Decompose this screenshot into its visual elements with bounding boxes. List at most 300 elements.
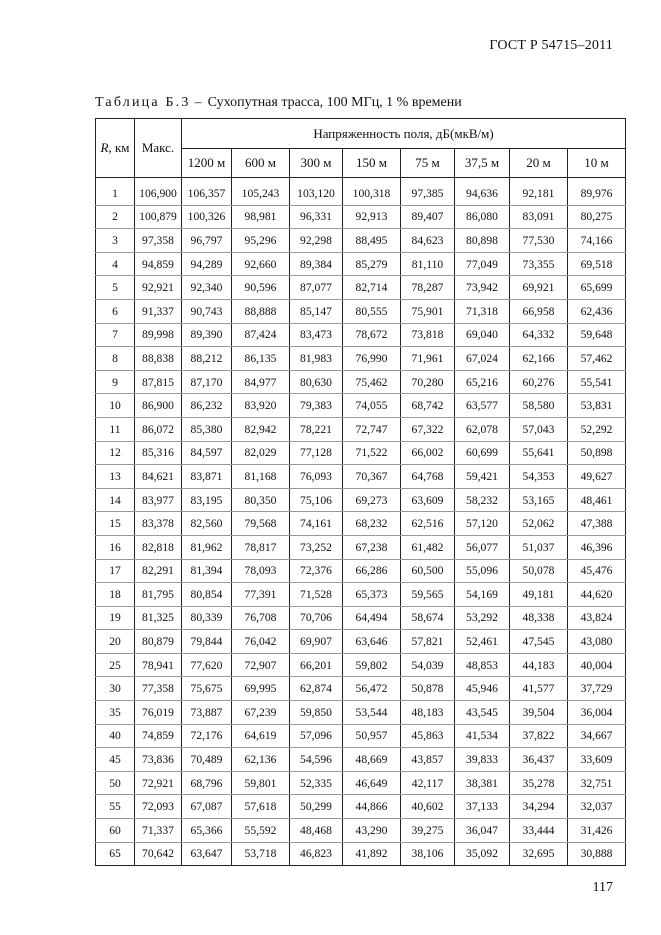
- table-cell: 89,998: [135, 323, 182, 347]
- table-cell: 71,522: [343, 441, 401, 465]
- table-cell: 82,291: [135, 559, 182, 583]
- table-cell: 39,833: [455, 748, 510, 772]
- table-cell: 48,468: [290, 819, 343, 843]
- table-row: [96, 276, 626, 300]
- table-cell: 59,850: [290, 701, 343, 725]
- table-cell: 52,335: [290, 771, 343, 795]
- row-distance-cell: 30: [96, 677, 135, 701]
- table-row: [96, 323, 626, 347]
- table-row: [96, 795, 626, 819]
- table-cell: 57,120: [455, 512, 510, 536]
- table-cell: 36,047: [455, 819, 510, 843]
- table-cell: 47,388: [568, 512, 626, 536]
- table-cell: 72,376: [290, 559, 343, 583]
- table-row: [96, 417, 626, 441]
- table-body: [96, 178, 626, 866]
- table-cell: 67,322: [401, 417, 455, 441]
- table-cell: 57,043: [510, 417, 568, 441]
- table-cell: 59,802: [343, 653, 401, 677]
- table-cell: 55,592: [232, 819, 290, 843]
- table-cell: 78,941: [135, 653, 182, 677]
- table-cell: 86,080: [455, 205, 510, 229]
- table-cell: 69,995: [232, 677, 290, 701]
- table-cell: 80,339: [182, 606, 232, 630]
- table-cell: 60,500: [401, 559, 455, 583]
- table-cell: 73,252: [290, 535, 343, 559]
- table-cell: 86,072: [135, 417, 182, 441]
- table-row: [96, 701, 626, 725]
- table-cell: 84,977: [232, 370, 290, 394]
- table-cell: 65,699: [568, 276, 626, 300]
- table-cell: 53,165: [510, 488, 568, 512]
- column-header-distance: 37,5 м: [455, 149, 510, 178]
- table-cell: 80,350: [232, 488, 290, 512]
- table-cell: 82,818: [135, 535, 182, 559]
- table-cell: 49,181: [510, 583, 568, 607]
- table-cell: 63,577: [455, 394, 510, 418]
- table-cell: 70,642: [135, 842, 182, 866]
- table-cell: 83,473: [290, 323, 343, 347]
- table-cell: 65,373: [343, 583, 401, 607]
- table-cell: 40,602: [401, 795, 455, 819]
- table-cell: 79,844: [182, 630, 232, 654]
- table-cell: 52,292: [568, 417, 626, 441]
- table-cell: 41,534: [455, 724, 510, 748]
- table-cell: 86,135: [232, 347, 290, 371]
- table-cell: 43,080: [568, 630, 626, 654]
- table-cell: 62,078: [455, 417, 510, 441]
- table-cell: 35,092: [455, 842, 510, 866]
- table-cell: 72,093: [135, 795, 182, 819]
- table-row: [96, 370, 626, 394]
- table-cell: 86,900: [135, 394, 182, 418]
- table-caption-dash: –: [194, 95, 202, 110]
- column-header-distance-r: R, км: [96, 119, 135, 178]
- table-row: [96, 299, 626, 323]
- row-distance-cell: 60: [96, 819, 135, 843]
- table-cell: 81,983: [290, 347, 343, 371]
- table-cell: 46,823: [290, 842, 343, 866]
- table-cell: 97,385: [401, 178, 455, 206]
- table-cell: 69,040: [455, 323, 510, 347]
- table-cell: 70,367: [343, 465, 401, 489]
- column-header-distance: 150 м: [343, 149, 401, 178]
- table-cell: 53,544: [343, 701, 401, 725]
- table-cell: 73,887: [182, 701, 232, 725]
- table-cell: 92,913: [343, 205, 401, 229]
- table-row: [96, 347, 626, 371]
- table-cell: 105,243: [232, 178, 290, 206]
- table-cell: 76,042: [232, 630, 290, 654]
- table-row: [96, 677, 626, 701]
- table-cell: 48,461: [568, 488, 626, 512]
- table-cell: 66,286: [343, 559, 401, 583]
- table-cell: 82,560: [182, 512, 232, 536]
- table-cell: 45,946: [455, 677, 510, 701]
- table-row: [96, 559, 626, 583]
- table-cell: 53,292: [455, 606, 510, 630]
- table-cell: 55,541: [568, 370, 626, 394]
- row-distance-cell: 45: [96, 748, 135, 772]
- table-cell: 84,597: [182, 441, 232, 465]
- table-cell: 97,358: [135, 229, 182, 253]
- table-cell: 89,390: [182, 323, 232, 347]
- table-cell: 100,326: [182, 205, 232, 229]
- row-distance-cell: 13: [96, 465, 135, 489]
- table-cell: 80,879: [135, 630, 182, 654]
- table-cell: 100,879: [135, 205, 182, 229]
- table-cell: 73,836: [135, 748, 182, 772]
- table-cell: 74,161: [290, 512, 343, 536]
- table-cell: 84,623: [401, 229, 455, 253]
- table-cell: 52,062: [510, 512, 568, 536]
- table-cell: 53,831: [568, 394, 626, 418]
- table-cell: 70,280: [401, 370, 455, 394]
- table-cell: 45,476: [568, 559, 626, 583]
- table-cell: 35,278: [510, 771, 568, 795]
- table-cell: 78,093: [232, 559, 290, 583]
- table-cell: 76,019: [135, 701, 182, 725]
- table-caption-label: Таблица Б.3: [95, 95, 191, 110]
- table-cell: 54,596: [290, 748, 343, 772]
- table-cell: 94,859: [135, 252, 182, 276]
- table-cell: 34,294: [510, 795, 568, 819]
- column-header-distance: 300 м: [290, 149, 343, 178]
- table-cell: 88,838: [135, 347, 182, 371]
- table-cell: 41,892: [343, 842, 401, 866]
- row-distance-cell: 35: [96, 701, 135, 725]
- table-cell: 76,708: [232, 606, 290, 630]
- table-cell: 58,674: [401, 606, 455, 630]
- table-cell: 64,494: [343, 606, 401, 630]
- table-cell: 43,824: [568, 606, 626, 630]
- table-cell: 94,289: [182, 252, 232, 276]
- table-cell: 72,921: [135, 771, 182, 795]
- table-cell: 87,815: [135, 370, 182, 394]
- table-cell: 96,797: [182, 229, 232, 253]
- table-cell: 62,136: [232, 748, 290, 772]
- table-cell: 67,238: [343, 535, 401, 559]
- table-cell: 75,901: [401, 299, 455, 323]
- table-cell: 89,384: [290, 252, 343, 276]
- table-cell: 57,821: [401, 630, 455, 654]
- table-cell: 71,528: [290, 583, 343, 607]
- table-cell: 83,920: [232, 394, 290, 418]
- table-cell: 62,874: [290, 677, 343, 701]
- table-cell: 75,675: [182, 677, 232, 701]
- table-cell: 43,545: [455, 701, 510, 725]
- table-header: [96, 119, 626, 178]
- table-cell: 66,002: [401, 441, 455, 465]
- table-cell: 89,407: [401, 205, 455, 229]
- table-cell: 68,742: [401, 394, 455, 418]
- table-cell: 80,630: [290, 370, 343, 394]
- table-cell: 58,580: [510, 394, 568, 418]
- table-cell: 83,091: [510, 205, 568, 229]
- table-cell: 52,461: [455, 630, 510, 654]
- field-strength-table: [95, 118, 626, 866]
- table-cell: 92,340: [182, 276, 232, 300]
- table-cell: 59,801: [232, 771, 290, 795]
- column-header-distance: 10 м: [568, 149, 626, 178]
- table-cell: 80,555: [343, 299, 401, 323]
- row-distance-cell: 40: [96, 724, 135, 748]
- table-cell: 69,921: [510, 276, 568, 300]
- table-cell: 81,168: [232, 465, 290, 489]
- table-cell: 76,990: [343, 347, 401, 371]
- table-cell: 54,039: [401, 653, 455, 677]
- table-cell: 33,444: [510, 819, 568, 843]
- table-row: [96, 819, 626, 843]
- table-cell: 74,055: [343, 394, 401, 418]
- table-cell: 69,273: [343, 488, 401, 512]
- table-cell: 48,669: [343, 748, 401, 772]
- row-distance-cell: 11: [96, 417, 135, 441]
- table-cell: 48,183: [401, 701, 455, 725]
- table-row: [96, 441, 626, 465]
- column-header-distance: 1200 м: [182, 149, 232, 178]
- table-cell: 67,024: [455, 347, 510, 371]
- table-cell: 34,667: [568, 724, 626, 748]
- table-cell: 80,898: [455, 229, 510, 253]
- table-row: [96, 748, 626, 772]
- row-distance-cell: 2: [96, 205, 135, 229]
- row-distance-cell: 25: [96, 653, 135, 677]
- page-number: 117: [592, 880, 613, 895]
- table-cell: 36,004: [568, 701, 626, 725]
- table-cell: 86,232: [182, 394, 232, 418]
- row-distance-cell: 18: [96, 583, 135, 607]
- table-cell: 77,358: [135, 677, 182, 701]
- table-cell: 62,166: [510, 347, 568, 371]
- table-cell: 100,318: [343, 178, 401, 206]
- table-cell: 77,530: [510, 229, 568, 253]
- table-cell: 32,037: [568, 795, 626, 819]
- table-cell: 81,325: [135, 606, 182, 630]
- table-cell: 39,275: [401, 819, 455, 843]
- table-cell: 78,817: [232, 535, 290, 559]
- table-cell: 87,170: [182, 370, 232, 394]
- table-cell: 50,299: [290, 795, 343, 819]
- table-cell: 103,120: [290, 178, 343, 206]
- table-cell: 88,495: [343, 229, 401, 253]
- table-cell: 80,275: [568, 205, 626, 229]
- table-row: [96, 653, 626, 677]
- row-distance-cell: 7: [96, 323, 135, 347]
- row-distance-cell: 15: [96, 512, 135, 536]
- table-cell: 77,049: [455, 252, 510, 276]
- table-cell: 64,619: [232, 724, 290, 748]
- table-cell: 62,436: [568, 299, 626, 323]
- table-cell: 83,195: [182, 488, 232, 512]
- column-header-distance: 600 м: [232, 149, 290, 178]
- table-cell: 37,729: [568, 677, 626, 701]
- table-cell: 89,976: [568, 178, 626, 206]
- table-cell: 79,568: [232, 512, 290, 536]
- table-cell: 74,859: [135, 724, 182, 748]
- table-row: [96, 771, 626, 795]
- table-cell: 78,221: [290, 417, 343, 441]
- table-cell: 73,818: [401, 323, 455, 347]
- table-cell: 50,078: [510, 559, 568, 583]
- table-cell: 51,037: [510, 535, 568, 559]
- table-cell: 71,337: [135, 819, 182, 843]
- table-cell: 44,620: [568, 583, 626, 607]
- table-cell: 44,866: [343, 795, 401, 819]
- table-row: [96, 724, 626, 748]
- table-cell: 50,957: [343, 724, 401, 748]
- table-cell: 92,181: [510, 178, 568, 206]
- table-cell: 55,641: [510, 441, 568, 465]
- table-cell: 48,853: [455, 653, 510, 677]
- row-distance-cell: 55: [96, 795, 135, 819]
- table-cell: 77,128: [290, 441, 343, 465]
- row-distance-cell: 20: [96, 630, 135, 654]
- table-cell: 70,489: [182, 748, 232, 772]
- table-row: [96, 535, 626, 559]
- table-cell: 68,232: [343, 512, 401, 536]
- table-row: [96, 606, 626, 630]
- table-cell: 69,518: [568, 252, 626, 276]
- table-cell: 94,636: [455, 178, 510, 206]
- table-cell: 59,648: [568, 323, 626, 347]
- row-distance-cell: 4: [96, 252, 135, 276]
- table-cell: 60,276: [510, 370, 568, 394]
- table-cell: 63,647: [182, 842, 232, 866]
- table-cell: 70,706: [290, 606, 343, 630]
- document-header: ГОСТ Р 54715–2011: [489, 38, 613, 53]
- table-cell: 68,796: [182, 771, 232, 795]
- table-cell: 78,672: [343, 323, 401, 347]
- table-cell: 69,907: [290, 630, 343, 654]
- table-cell: 62,516: [401, 512, 455, 536]
- table-cell: 57,618: [232, 795, 290, 819]
- row-distance-cell: 12: [96, 441, 135, 465]
- table-cell: 82,714: [343, 276, 401, 300]
- table-cell: 63,609: [401, 488, 455, 512]
- table-cell: 80,854: [182, 583, 232, 607]
- table-caption: [95, 95, 462, 111]
- table-row: [96, 178, 626, 206]
- table-cell: 85,316: [135, 441, 182, 465]
- table-cell: 72,747: [343, 417, 401, 441]
- table-cell: 90,743: [182, 299, 232, 323]
- table-cell: 58,232: [455, 488, 510, 512]
- table-cell: 59,421: [455, 465, 510, 489]
- row-distance-cell: 6: [96, 299, 135, 323]
- table-row: [96, 630, 626, 654]
- table-row: [96, 394, 626, 418]
- table-cell: 43,857: [401, 748, 455, 772]
- table-cell: 30,888: [568, 842, 626, 866]
- table-cell: 95,296: [232, 229, 290, 253]
- table-cell: 57,096: [290, 724, 343, 748]
- table-cell: 71,318: [455, 299, 510, 323]
- row-distance-cell: 9: [96, 370, 135, 394]
- table-cell: 83,871: [182, 465, 232, 489]
- table-cell: 44,183: [510, 653, 568, 677]
- table-cell: 40,004: [568, 653, 626, 677]
- table-row: [96, 465, 626, 489]
- table-cell: 54,169: [455, 583, 510, 607]
- row-distance-cell: 8: [96, 347, 135, 371]
- table-cell: 64,332: [510, 323, 568, 347]
- table-cell: 39,504: [510, 701, 568, 725]
- table-cell: 65,216: [455, 370, 510, 394]
- table-cell: 48,338: [510, 606, 568, 630]
- table-cell: 50,878: [401, 677, 455, 701]
- table-cell: 96,331: [290, 205, 343, 229]
- table-cell: 81,795: [135, 583, 182, 607]
- table-cell: 57,462: [568, 347, 626, 371]
- table-row: [96, 512, 626, 536]
- table-cell: 61,482: [401, 535, 455, 559]
- table-cell: 79,383: [290, 394, 343, 418]
- table-cell: 31,426: [568, 819, 626, 843]
- table-cell: 78,287: [401, 276, 455, 300]
- row-distance-cell: 65: [96, 842, 135, 866]
- table-cell: 47,545: [510, 630, 568, 654]
- table-cell: 64,768: [401, 465, 455, 489]
- table-cell: 92,660: [232, 252, 290, 276]
- table-row: [96, 229, 626, 253]
- table-cell: 75,462: [343, 370, 401, 394]
- row-distance-cell: 14: [96, 488, 135, 512]
- table-cell: 92,298: [290, 229, 343, 253]
- row-distance-cell: 3: [96, 229, 135, 253]
- table-cell: 49,627: [568, 465, 626, 489]
- table-cell: 76,093: [290, 465, 343, 489]
- table-cell: 90,596: [232, 276, 290, 300]
- table-cell: 67,239: [232, 701, 290, 725]
- table-cell: 106,357: [182, 178, 232, 206]
- table-cell: 75,106: [290, 488, 343, 512]
- table-caption-text: Сухопутная трасса, 100 МГц, 1 % времени: [207, 95, 462, 110]
- table-cell: 55,096: [455, 559, 510, 583]
- table-cell: 36,437: [510, 748, 568, 772]
- table-cell: 72,176: [182, 724, 232, 748]
- row-distance-cell: 1: [96, 178, 135, 206]
- table-cell: 73,942: [455, 276, 510, 300]
- table-cell: 91,337: [135, 299, 182, 323]
- table-cell: 46,649: [343, 771, 401, 795]
- table-cell: 81,394: [182, 559, 232, 583]
- table-cell: 41,577: [510, 677, 568, 701]
- column-header-distance: 20 м: [510, 149, 568, 178]
- table-cell: 81,962: [182, 535, 232, 559]
- table-cell: 45,863: [401, 724, 455, 748]
- table-cell: 59,565: [401, 583, 455, 607]
- table-cell: 37,133: [455, 795, 510, 819]
- table-cell: 98,981: [232, 205, 290, 229]
- table-cell: 83,378: [135, 512, 182, 536]
- table-cell: 38,381: [455, 771, 510, 795]
- table-cell: 66,201: [290, 653, 343, 677]
- table-cell: 74,166: [568, 229, 626, 253]
- table-cell: 37,822: [510, 724, 568, 748]
- table-cell: 77,620: [182, 653, 232, 677]
- table-cell: 65,366: [182, 819, 232, 843]
- column-header-distance: 75 м: [401, 149, 455, 178]
- table-cell: 82,942: [232, 417, 290, 441]
- table-cell: 60,699: [455, 441, 510, 465]
- table-cell: 42,117: [401, 771, 455, 795]
- table-cell: 71,961: [401, 347, 455, 371]
- table-cell: 56,077: [455, 535, 510, 559]
- row-distance-cell: 16: [96, 535, 135, 559]
- table-cell: 106,900: [135, 178, 182, 206]
- table-cell: 72,907: [232, 653, 290, 677]
